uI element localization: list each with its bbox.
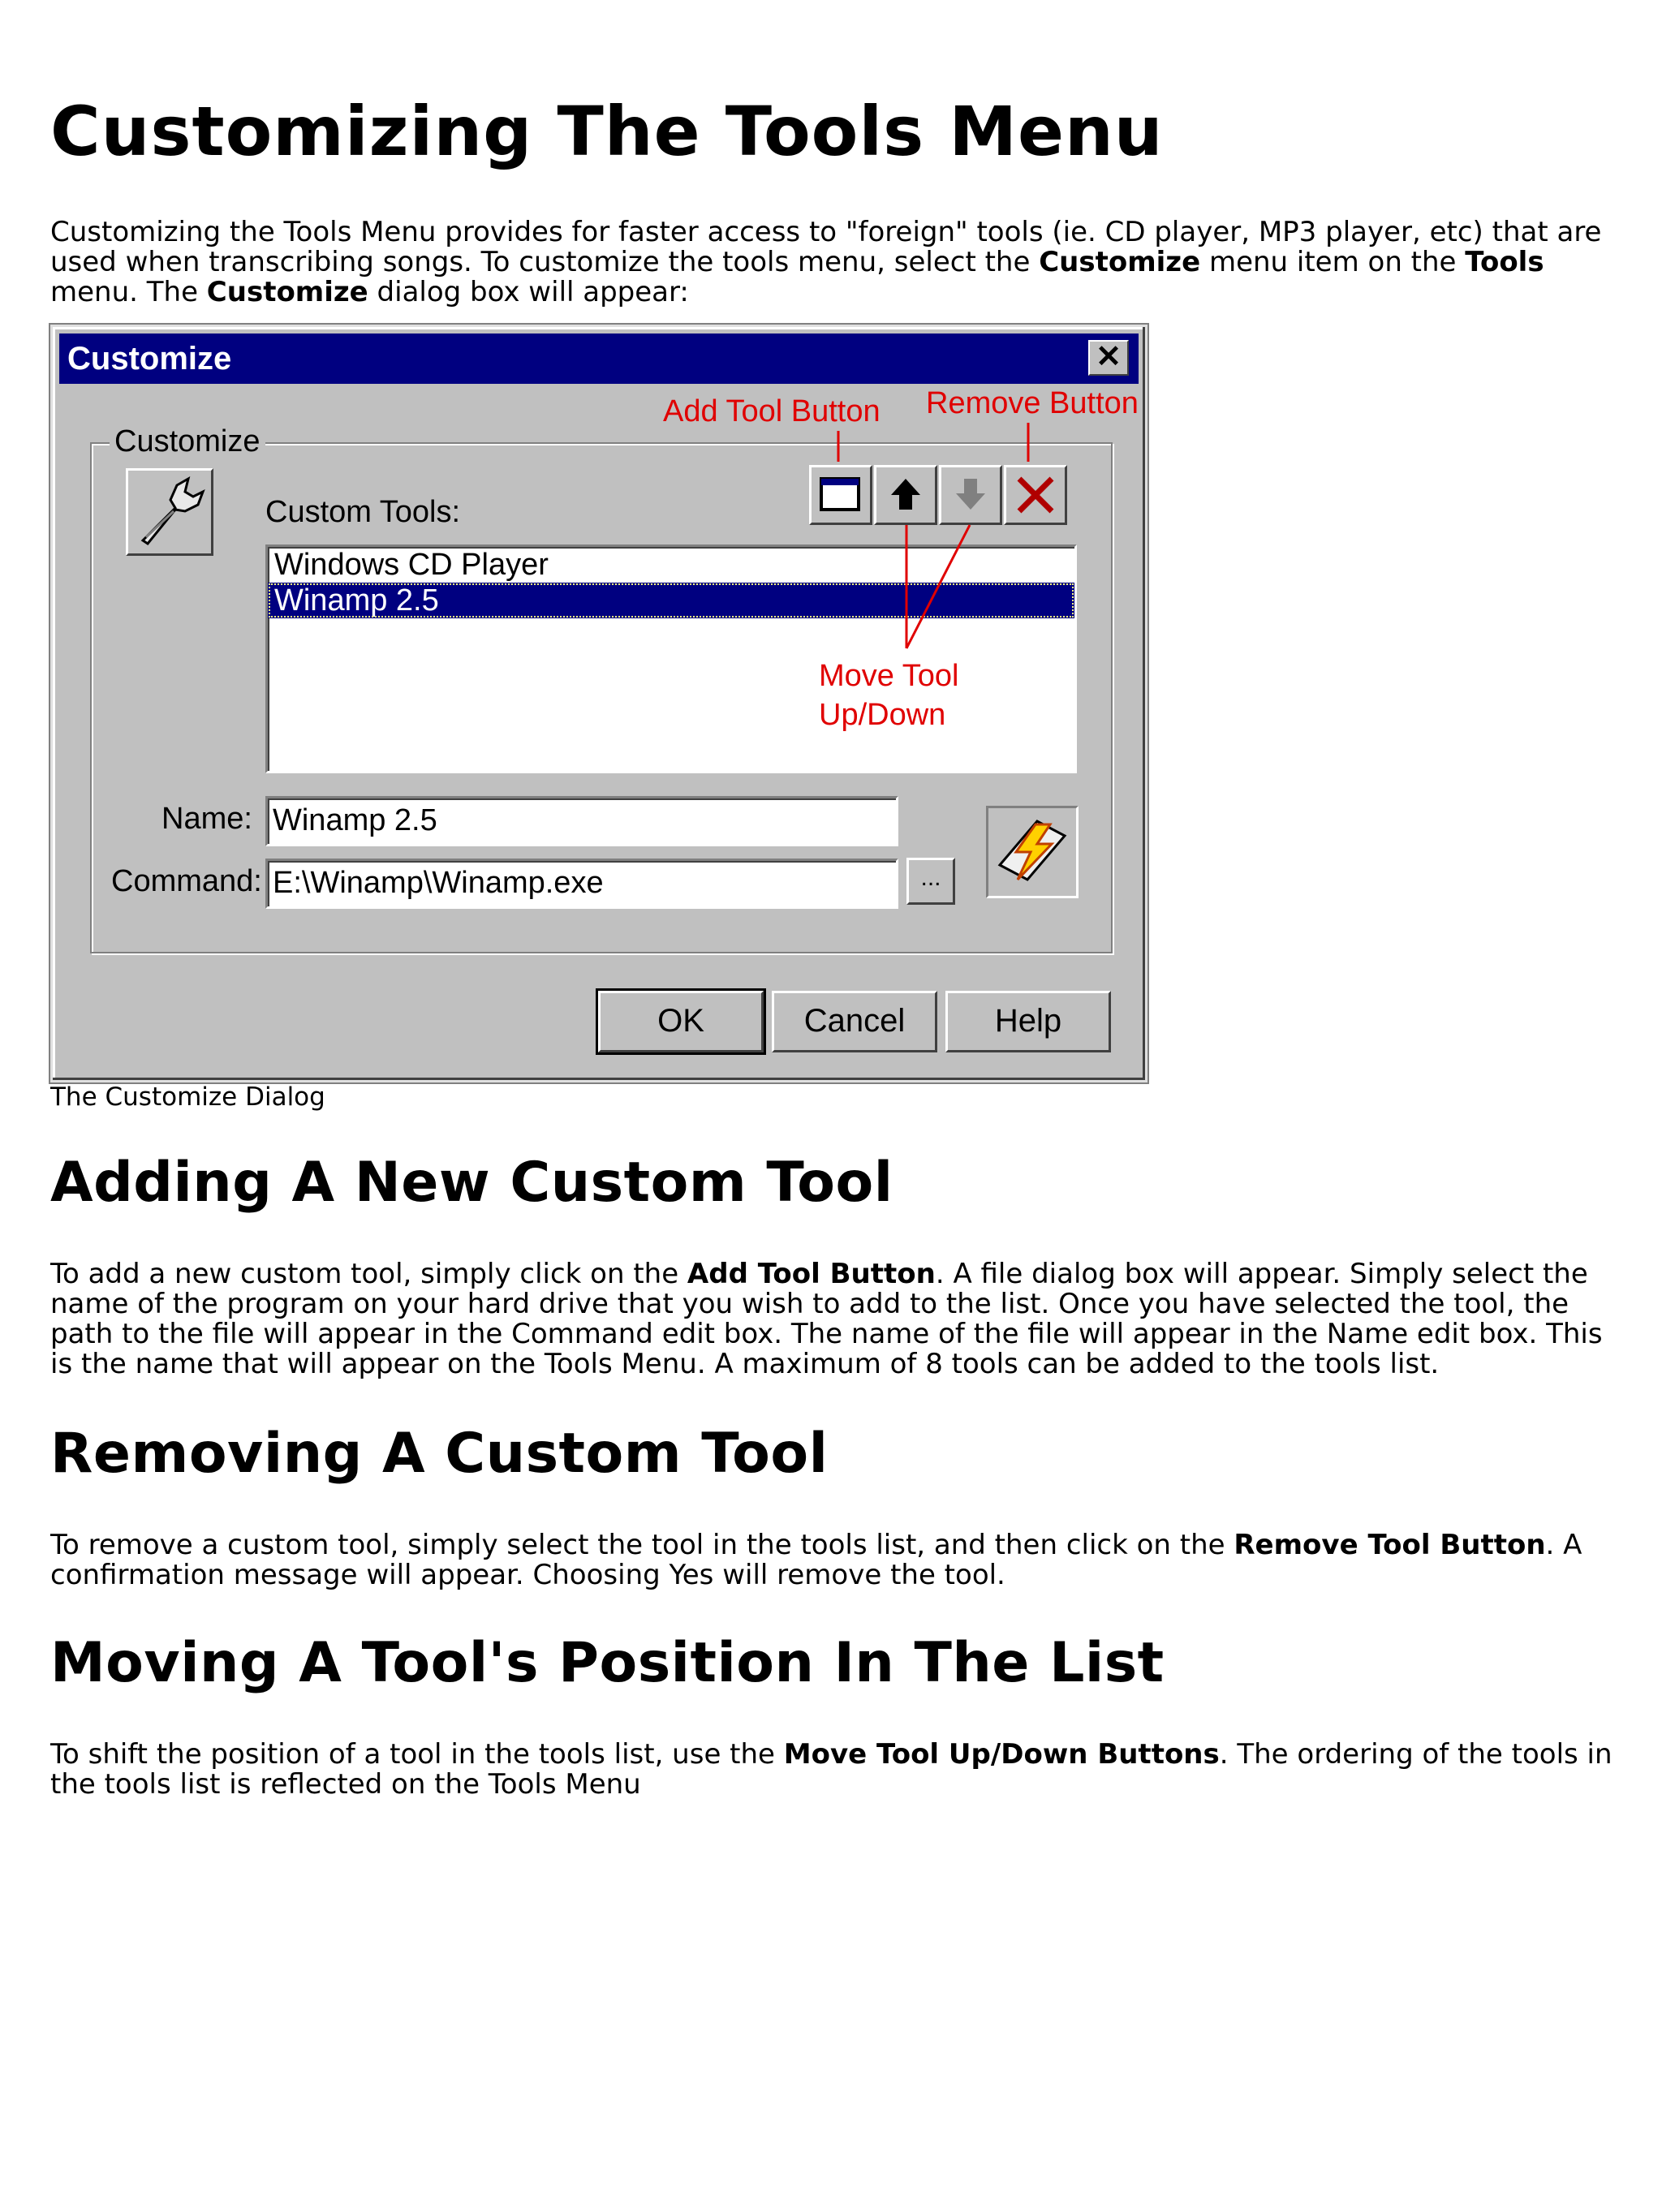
name-input[interactable]: Winamp 2.5 bbox=[265, 796, 898, 846]
adding-paragraph: To add a new custom tool, simply click on the Add Tool Button. A file dialog box will appear. Simply select the name of the program on your hard drive that you wish to add to the list. Once you have selected the tool, the path to the file will appear in the Command edit box. The name of the file will appear in the Name edit box. This is the name that will appear on the Tools Menu. A maximum of 8 tools can be added to the tools list. bbox=[50, 1258, 1603, 1380]
arrow-up-icon bbox=[876, 467, 935, 523]
command-label: Command: bbox=[111, 864, 262, 898]
removing-paragraph: To remove a custom tool, simply select the tool in the tools list, and then click on the Remove Tool Button. A confirmation message will appear. Choosing Yes will remove the tool. bbox=[50, 1529, 1582, 1591]
add-tool-button[interactable] bbox=[809, 465, 872, 525]
browse-button[interactable]: ... bbox=[906, 858, 955, 905]
annotation-remove: Remove Button bbox=[926, 386, 1139, 420]
command-input[interactable]: E:\Winamp\Winamp.exe bbox=[265, 859, 898, 909]
list-item-selected[interactable]: Winamp 2.5 bbox=[268, 583, 1074, 618]
heading-moving: Moving A Tool's Position In The List bbox=[50, 1631, 1165, 1695]
help-button[interactable]: Help bbox=[945, 991, 1111, 1052]
annotation-move-1: Move Tool bbox=[819, 659, 959, 693]
customize-dialog bbox=[50, 325, 1147, 1082]
cancel-button[interactable]: Cancel bbox=[772, 991, 937, 1052]
move-down-button[interactable] bbox=[939, 465, 1002, 525]
intro-paragraph: Customizing the Tools Menu provides for faster access to "foreign" tools (ie. CD player, MP3 player, etc) that are used when transcribing songs. To customize the tools menu, select the Customize menu item on the Tools menu. The Customize dialog box will appear: bbox=[50, 216, 1602, 308]
dialog-titlebar bbox=[59, 334, 1139, 384]
figure-caption: The Customize Dialog bbox=[50, 1082, 325, 1112]
remove-tool-button[interactable] bbox=[1004, 465, 1067, 525]
winamp-icon bbox=[986, 806, 1079, 898]
arrow-down-icon bbox=[941, 467, 1000, 523]
page-title: Customizing The Tools Menu bbox=[50, 92, 1164, 171]
close-button[interactable] bbox=[1088, 340, 1129, 376]
name-label: Name: bbox=[161, 802, 252, 836]
custom-tools-label: Custom Tools: bbox=[265, 495, 461, 529]
delete-x-icon bbox=[1006, 467, 1065, 523]
moving-paragraph: To shift the position of a tool in the tools list, use the Move Tool Up/Down Buttons. The ordering of the tools in the tools list is reflected on the Tools Menu bbox=[50, 1738, 1612, 1801]
dialog-title: Customize bbox=[67, 341, 232, 377]
ok-button[interactable]: OK bbox=[598, 991, 764, 1052]
heading-adding: Adding A New Custom Tool bbox=[50, 1151, 893, 1215]
list-item[interactable]: Windows CD Player bbox=[274, 548, 549, 582]
move-up-button[interactable] bbox=[874, 465, 937, 525]
wrench-icon bbox=[126, 468, 213, 556]
annotation-move-2: Up/Down bbox=[819, 698, 946, 732]
close-icon: ✕ bbox=[1096, 340, 1122, 374]
window-icon bbox=[812, 467, 870, 523]
heading-removing: Removing A Custom Tool bbox=[50, 1422, 829, 1486]
annotation-add-tool: Add Tool Button bbox=[663, 394, 881, 428]
group-label: Customize bbox=[110, 423, 265, 460]
